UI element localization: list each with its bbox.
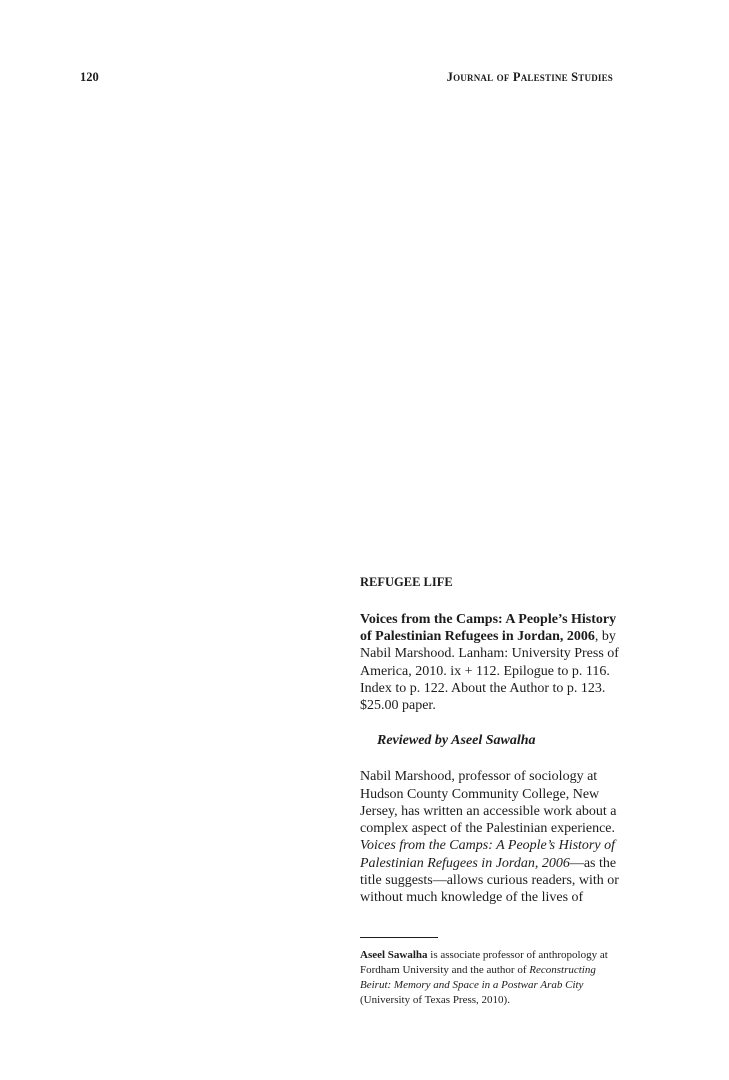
running-head: Journal of Palestine Studies [446,70,613,84]
footnote-author-name: Aseel Sawalha [360,948,428,961]
book-entry [360,611,622,714]
footnote-rule [360,937,438,938]
body-text-2: —as the title suggests—allows curious readers, with or without much knowledge of the lives of [360,855,619,906]
page-number: 120 [80,70,99,84]
body-book-title: Voices from the Camps: A People’s History of Palestinian Refugees in Jordan, 2006 [360,838,615,871]
footnote-text-2: (University of Texas Press, 2010). [360,994,510,1007]
section-label: REFUGEE LIFE [360,575,453,589]
reviewer-line: Reviewed by Aseel Sawalha [377,733,536,749]
book-details: , by Nabil Marshood. Lanham: University Press of America, 2010. ix + 112. Epilogue to p. 116. Index to p. 122. About the Author to p. 123. $25.00 paper. [360,629,619,714]
review-column [360,575,622,1008]
body-paragraph [360,768,622,906]
book-title: Voices from the Camps: A People’s History of Palestinian Refugees in Jordan, 2006 [360,612,617,645]
author-footnote [360,948,622,1009]
footnote-book-title: Reconstructing Beirut: Memory and Space in a Postwar Arab City [360,963,596,991]
footnote-text-1: is associate professor of anthropology at Fordham University and the author of [360,948,608,976]
body-text-1: Nabil Marshood, professor of sociology at Hudson County Community College, New Jersey, has written an accessible work about a complex aspect of the Palestinian experience. [360,769,617,837]
